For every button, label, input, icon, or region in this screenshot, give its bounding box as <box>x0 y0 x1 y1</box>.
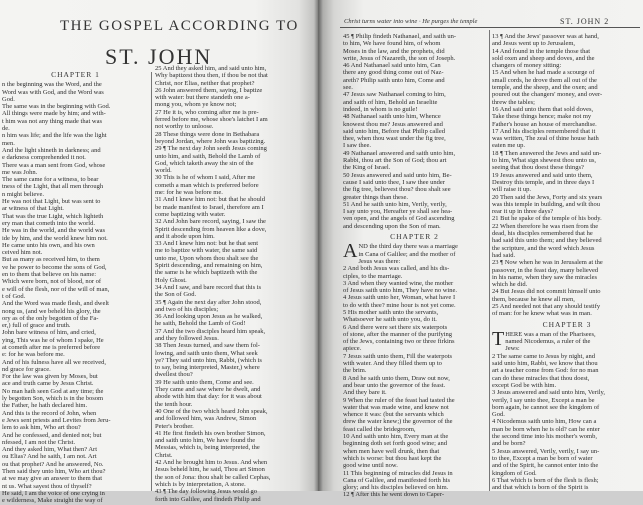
text-line: e will of the flesh, nor of the will of man, <box>2 285 110 293</box>
text-line: 5 His mother saith unto the servants, <box>343 308 439 316</box>
text-line: ly begotten Son, which is in the bosom <box>2 395 104 403</box>
text-line: 50 Jesus answered and said unto him, Be- <box>343 171 452 179</box>
text-line: nfessed, I am not the Christ. <box>2 438 76 446</box>
text-line: 20 Then said the Jews, Forty and six years <box>492 193 603 201</box>
text-line: can do these miracles that thou doest, <box>492 374 590 382</box>
text-line: mong you, whom ye know not; <box>155 101 237 109</box>
text-line: Why baptizest thou then, if thou be not that <box>155 72 268 80</box>
text-line: ciples, to the marriage. <box>343 272 403 280</box>
text-line: Spirit descending, and remaining on him, <box>155 262 263 270</box>
text-line: 36 And looking upon Jesus as he walked, <box>155 313 263 321</box>
text-line: not worthy to unloose. <box>155 123 214 131</box>
text-line: Take these things hence; make not my <box>492 113 592 121</box>
text-line: come baptizing with water. <box>155 210 226 218</box>
text-line: which is by interpretation, A stone. <box>155 480 246 488</box>
text-line: with water. And they filled them up to <box>343 360 442 368</box>
text-line: 45 ¶ Philip findeth Nathanael, and saith un- <box>343 33 457 40</box>
text-line: 30 This is he of whom I said, After me <box>155 174 256 182</box>
chapter-3-first-verse <box>492 327 642 353</box>
text-line: Cana of Galilee, and manifested forth his <box>343 476 451 484</box>
text-line: lowing, and saith unto them, What seek <box>155 349 258 357</box>
text-line: he saith, Behold the Lamb of God! <box>155 320 246 328</box>
text-line: John bare witness of him, and cried, <box>2 329 96 337</box>
gospel-title: THE GOSPEL ACCORDING TO <box>60 18 299 34</box>
text-line: Peter's brother. <box>155 422 194 430</box>
text-line: dwellest thou? <box>155 371 193 379</box>
text-line: with water: but there standeth one a- <box>155 94 250 102</box>
text-line: God. <box>2 95 15 103</box>
text-line: which is worse: but thou hast kept the <box>343 454 442 462</box>
text-line: 18 ¶ Then answered the Jews and said un- <box>492 149 602 157</box>
text-line: All things were made by him; and with- <box>2 110 106 118</box>
right-column-2-text <box>492 33 642 318</box>
text-line: ceived him not. <box>2 249 43 257</box>
text-line: He came unto his own, and his own <box>2 241 95 249</box>
text-line: t of God. <box>2 292 26 300</box>
text-line: water that was made wine, and knew not <box>343 403 449 411</box>
text-line: which he did. <box>492 281 528 289</box>
text-line: 33 And I knew him not: but he that sent <box>155 240 259 248</box>
left-column-1 <box>2 68 149 505</box>
text-line: e darkness comprehended it not. <box>2 154 86 162</box>
text-line: 2 The same came to Jesus by night, and <box>492 352 595 360</box>
text-line: 3 Jesus answered and said unto him, Verily, <box>492 389 606 397</box>
text-line: Word was with God, and the Word was <box>2 88 104 96</box>
running-head-right: ST. JOHN 2 <box>560 17 610 26</box>
text-line: at we may give an answer to them that <box>2 475 102 483</box>
text-line: beyond Jordan, where John was baptizing. <box>155 137 266 145</box>
text-line: 16 And said unto them that sold doves, <box>492 105 594 113</box>
text-line: n him was life; and the life was the light <box>2 132 107 140</box>
text-line: 43 ¶ The day following Jesus would go <box>155 488 257 496</box>
text-line: Holy Ghost. <box>155 276 187 284</box>
text-line: 49 Nathanael answered and saith unto him, <box>343 149 456 157</box>
chapter-3-heading: CHAPTER 3 <box>542 319 592 329</box>
text-line: 6 And there were set there six waterpots <box>343 323 448 331</box>
right-column-2 <box>492 33 642 491</box>
text-line: 34 And I saw, and bare record that this is <box>155 283 262 291</box>
text-line: ND the third day there was a marriage <box>358 243 458 251</box>
text-line: kingdom of God. <box>492 469 537 477</box>
text-line: to thee, Except a man be born of water <box>492 454 593 462</box>
text-line: ou that prophet? And he answered, No. <box>2 460 104 468</box>
text-line: 48 Nathanael saith unto him, Whence <box>343 113 441 121</box>
text-line: cause I said unto thee, I saw thee under <box>343 178 445 186</box>
text-line: He was in the world, and the world was <box>2 227 106 235</box>
text-line: unto him, and saith, Behold the Lamb of <box>155 152 261 160</box>
text-line: 38 Then Jesus turned, and saw them fol- <box>155 342 260 350</box>
text-line: said unto him, Rabbi, we know that thou <box>492 360 598 368</box>
text-line: of Jesus saith unto him, They have no wine. <box>343 287 457 295</box>
text-line: Which were born, not of blood, nor of <box>2 278 102 286</box>
text-line: the Father, he hath declared him. <box>2 402 88 410</box>
text-line: 4 Nicodemus saith unto him, How can a <box>492 418 597 426</box>
text-line: ide by him, and the world knew him not. <box>2 234 108 242</box>
text-line: whence it was: (but the servants which <box>343 411 444 419</box>
text-line: had said. <box>492 251 516 259</box>
text-line: when men have well drunk, then that <box>343 447 440 455</box>
text-line: Rabbi, thou art the Son of God; thou art <box>343 157 447 165</box>
text-line: men. <box>2 139 15 147</box>
text-line: the second time into his mother's womb, <box>492 433 597 441</box>
text-line: 12 ¶ After this he went down to Caper- <box>343 491 445 499</box>
text-line: And this is the record of John, when <box>2 409 97 417</box>
text-line: 32 And John bare record, saying, I saw the <box>155 218 266 226</box>
text-line: the tenth hour. <box>155 400 193 408</box>
text-line: I say unto you, Hereafter ye shall see hea- <box>343 208 453 216</box>
text-line: t him was not any thing made that was <box>2 117 103 125</box>
text-line: dead, his disciples remembered that he <box>492 230 593 238</box>
text-line: n might believe. <box>2 190 45 198</box>
text-line: and bear unto the governor of the feast. <box>343 381 446 389</box>
text-line: Jews: <box>505 345 520 353</box>
chapter-3-dropcap: T <box>492 327 505 350</box>
text-line: threw the tables; <box>492 98 535 106</box>
text-line: me: for he was before me. <box>155 189 223 197</box>
text-line: lem to ask him, Who art thou? <box>2 424 81 432</box>
text-line: at cometh after me is preferred before <box>2 343 101 351</box>
text-line: will raise it up. <box>492 186 531 194</box>
text-line: them, because he knew all men, <box>492 295 575 303</box>
text-line: Spirit descending from heaven like a dove, <box>155 225 267 233</box>
chapter-1-heading: CHAPTER 1 <box>51 70 100 79</box>
text-line: temple, and the sheep, and the oxen; and <box>492 84 598 92</box>
text-line: and saith of him, Behold an Israelite <box>343 98 438 106</box>
text-line: and of the Spirit, he cannot enter into the <box>492 462 599 470</box>
text-line: 24 But Jesus did not commit himself unto <box>492 288 601 296</box>
text-line: write, Jesus of Nazareth, the son of Joseph. <box>343 54 456 62</box>
text-line: sold oxen and sheep and doves, and the <box>492 54 595 62</box>
text-line: the brim. <box>343 367 367 375</box>
text-line: That was the true Light, which lighteth <box>2 212 104 220</box>
text-line: passover, in the feast day, many believed <box>492 266 599 274</box>
text-line: named Nicodemus, a ruler of the <box>505 338 591 346</box>
chapter-3-opening <box>492 327 642 353</box>
text-line: said unto him, Before that Philip called <box>343 127 445 135</box>
text-line: the scripture, and the word which Jesus <box>492 244 595 252</box>
text-line: to say, being interpreted, Master,) where <box>155 364 260 372</box>
text-line: seeing that thou doest these things? <box>492 164 584 172</box>
text-line: to him, We have found him, of whom <box>343 40 441 48</box>
text-line: small cords, he drove them all out of the <box>492 76 597 84</box>
text-line: ar witness of that Light. <box>2 205 64 213</box>
text-line: be made manifest to Israel, therefore am I <box>155 203 264 211</box>
book-title: ST. JOHN <box>105 44 213 69</box>
text-line: 9 When the ruler of the feast had tasted the <box>343 396 455 404</box>
right-column-2-text-bottom <box>492 353 642 492</box>
text-line: The same came for a witness, to bear <box>2 176 99 184</box>
text-line: and it abode upon him. <box>155 232 215 240</box>
text-line: greater things than these. <box>343 193 408 201</box>
text-line: Destroy this temple, and in three days I <box>492 178 595 186</box>
text-line: 7 Jesus saith unto them, Fill the waterpots <box>343 352 453 360</box>
text-line: verily, I say unto thee, Except a man be <box>492 396 595 404</box>
right-column-1 <box>343 33 486 499</box>
text-line: ace and truth came by Jesus Christ. <box>2 380 94 388</box>
text-line: had said this unto them; and they believed <box>492 237 602 245</box>
column-divider <box>489 30 490 491</box>
text-line: to do with thee? mine hour is not yet come. <box>343 301 456 309</box>
text-line: And they bare it. <box>343 389 387 397</box>
text-line: the Son of God. <box>155 291 197 299</box>
text-line: of stone, after the manner of the purifying <box>343 330 453 338</box>
left-column-2-text <box>155 65 313 503</box>
text-line: the same is he which baptizeth with the <box>155 269 258 277</box>
left-column-1-text <box>2 81 149 504</box>
text-line: and they followed Jesus. <box>155 334 219 342</box>
right-column-1-text-bottom <box>343 265 486 499</box>
text-line: to him, What sign shewest thou unto us, <box>492 157 597 165</box>
text-line: areth? Philip saith unto him, Come and <box>343 76 445 84</box>
text-line: de. <box>2 125 10 133</box>
text-line: and saith unto him, We have found the <box>155 437 256 445</box>
chapter-2-first-verse <box>343 240 486 265</box>
text-line: They came and saw where he dwelt, and <box>155 386 261 394</box>
text-line: 39 He saith unto them, Come and see. <box>155 378 254 386</box>
text-line: 3 And when they wanted wine, the mother <box>343 279 454 287</box>
text-line: Christ. <box>155 451 173 459</box>
text-line: and followed him, was Andrew, Simon <box>155 415 257 423</box>
text-line: poured out the changers' money, and over- <box>492 91 603 99</box>
text-line: ou Elias? And he saith, I am not. Art <box>2 453 97 461</box>
text-line: e wilderness, Make straight the way of <box>2 497 103 505</box>
text-line: 31 And I knew him not: but that he should <box>155 196 265 204</box>
text-line: 4 Jesus saith unto her, Woman, what have I <box>343 294 456 302</box>
text-line: unto me, Upon whom thou shalt see the <box>155 254 259 262</box>
text-line: 11 This beginning of miracles did Jesus in <box>343 469 453 477</box>
text-line: me was John. <box>2 168 38 176</box>
text-line: and two of his disciples; <box>155 305 219 313</box>
text-line: Christ, nor Elias, neither that prophet? <box>155 79 255 87</box>
text-line: the son of Jona: thou shalt be called Cephas, <box>155 473 271 481</box>
text-line: the King of Israel. <box>343 164 391 172</box>
text-line: 26 John answered them, saying, I baptize <box>155 86 263 94</box>
running-head-left: Christ turns water into wine · He purges the temple <box>344 18 478 25</box>
text-line: there any good thing come out of Naz- <box>343 69 444 77</box>
text-line: 40 One of the two which heard John speak, <box>155 407 268 415</box>
text-line: For the law was given by Moses, but <box>2 373 98 381</box>
text-line: 2 And both Jesus was called, and his dis- <box>343 265 450 273</box>
text-line: born again, he cannot see the kingdom of <box>492 403 600 411</box>
text-line: e Jews sent priests and Levites from Jeru- <box>2 416 111 424</box>
text-line: 17 And his disciples remembered that it <box>492 127 596 135</box>
text-line: ory as of the only begotten of the Fa- <box>2 314 99 322</box>
text-line: of man: for he knew what was in man. <box>492 310 592 318</box>
text-line: 51 And he saith unto him, Verily, verily, <box>343 200 447 208</box>
text-line: 19 Jesus answered and said unto them, <box>492 171 593 179</box>
text-line: And the Word was made flesh, and dwelt <box>2 300 109 308</box>
text-line: cometh a man which is preferred before <box>155 181 259 189</box>
text-line: ye? They said unto him, Rabbi, (which is <box>155 356 262 364</box>
text-line: ven open, and the angels of God ascending <box>343 215 455 223</box>
text-line: 6 That which is born of the flesh is flesh; <box>492 476 599 484</box>
text-line: 15 And when he had made a scourge of <box>492 69 595 77</box>
text-line: Messias, which is, being interpreted, the <box>155 444 260 452</box>
text-line: 23 ¶ Now when he was in Jerusalem at the <box>492 259 603 267</box>
text-line: But as many as received him, to them <box>2 256 100 264</box>
text-line: forth into Galilee, and findeth Philip and <box>155 495 261 503</box>
text-line: 47 Jesus saw Nathanael coming to him, <box>343 91 446 99</box>
text-line: beginning doth set forth good wine; and <box>343 440 447 448</box>
text-line: e: for he was before me. <box>2 351 65 359</box>
text-line: apiece. <box>343 345 362 353</box>
text-line: in his name, when they saw the miracles <box>492 273 598 281</box>
text-line: He said, I am the voice of one crying in <box>2 489 105 497</box>
text-line: 22 When therefore he was risen from the <box>492 222 599 230</box>
text-line: feast called the bridegroom, <box>343 425 416 433</box>
text-line: ve he power to become the sons of God, <box>2 263 107 271</box>
text-line: n the beginning was the Word, and the <box>2 81 102 89</box>
text-line: He was not that Light, but was sent to <box>2 198 101 206</box>
text-line: indeed, in whom is no guile! <box>343 105 418 113</box>
text-line: in Cana of Galilee; and the mother of <box>358 250 456 258</box>
text-line: There was a man sent from God, whose <box>2 161 106 169</box>
text-line: thee, when thou wast under the fig tree, <box>343 135 446 143</box>
text-line: 27 He it is, who coming after me is pre- <box>155 108 259 116</box>
text-line: drew the water knew;) the governor of the <box>343 418 453 426</box>
text-line: world. <box>155 167 172 175</box>
chapter-2-opening <box>343 240 486 265</box>
text-line: HERE was a man of the Pharisees, <box>505 330 596 338</box>
text-line: No man hath seen God at any time; the <box>2 387 104 395</box>
text-line: 8 And he saith unto them, Draw out now, <box>343 374 450 382</box>
left-column-2 <box>155 65 313 503</box>
text-line: And he confessed, and denied not; but <box>2 431 102 439</box>
text-line: en to them that believe on his name: <box>2 271 97 279</box>
text-line: nong us, (and we beheld his glory, the <box>2 307 101 315</box>
chapter-2-dropcap: A <box>343 240 358 263</box>
text-line: see. <box>343 84 353 92</box>
text-line: Father's house an house of merchandise. <box>492 120 597 128</box>
text-line: changers of money sitting: <box>492 62 562 70</box>
text-line: And of his fulness have all we received, <box>2 358 106 366</box>
text-line: And the light shineth in darkness; and <box>2 146 101 154</box>
text-line: Jesus was there: <box>358 257 401 265</box>
text-line: and descending upon the Son of man. <box>343 222 441 230</box>
chapter-2-heading: CHAPTER 2 <box>390 232 439 242</box>
text-line: and that which is born of the Spirit is <box>492 484 589 492</box>
text-line: er,) full of grace and truth. <box>2 322 71 330</box>
text-line: Moses in the law, and the prophets, did <box>343 47 445 55</box>
right-column-1-text <box>343 33 486 230</box>
text-line: 35 ¶ Again the next day after John stood, <box>155 298 262 306</box>
text-line: 42 And he brought him to Jesus. And when <box>155 459 268 467</box>
text-line: 21 But he spake of the temple of his body. <box>492 215 602 223</box>
text-line: The same was in the beginning with God. <box>2 103 111 111</box>
text-line: nd grace for grace. <box>2 365 51 373</box>
text-line: 25 And needed not that any should testify <box>492 302 601 310</box>
text-line: was written, The zeal of thine house hath <box>492 135 599 143</box>
text-line: knowest thou me? Jesus answered and <box>343 120 443 128</box>
text-line: of the Jews, containing two or three firkins <box>343 338 455 346</box>
text-line: 14 And found in the temple those that <box>492 47 591 55</box>
text-line: 10 And saith unto him, Every man at the <box>343 433 449 441</box>
text-line: And they asked him, What then? Art <box>2 446 98 454</box>
text-line: 25 And they asked him, and said unto him, <box>155 65 267 72</box>
text-line: eaten me up. <box>492 142 526 150</box>
header-rule <box>340 27 640 28</box>
text-line: 13 ¶ And the Jews' passover was at hand, <box>492 33 599 40</box>
text-line: except God be with him. <box>492 381 557 389</box>
text-line: 37 And the two disciples heard him speak, <box>155 327 266 335</box>
text-line: God, which taketh away the sin of the <box>155 159 254 167</box>
text-line: Whatsoever he saith unto you, do it. <box>343 316 437 324</box>
text-line: Jesus beheld him, he said, Thou art Simon <box>155 466 265 474</box>
text-line: man be born when he is old? can he enter <box>492 425 600 433</box>
text-line: 28 These things were done in Bethabara <box>155 130 260 138</box>
text-line: 5 Jesus answered, Verily, verily, I say un- <box>492 447 600 455</box>
text-line: God. <box>492 411 505 419</box>
text-line: ying, This was he of whom I spake, He <box>2 336 104 344</box>
text-line: and be born? <box>492 440 526 448</box>
text-line: was this temple in building, and wilt thou <box>492 200 600 208</box>
text-line: I saw thee. <box>343 142 371 150</box>
text-line: and Jesus went up to Jerusalem, <box>492 40 576 48</box>
text-line: good wine until now. <box>343 462 398 470</box>
text-line: nt us. What sayest thou of thyself? <box>2 482 92 490</box>
left-page <box>0 0 318 505</box>
text-line: art a teacher come from God: for no man <box>492 367 599 375</box>
text-line: me to baptize with water, the same said <box>155 247 258 255</box>
text-line: rear it up in three days? <box>492 208 554 216</box>
text-line: abode with him that day: for it was about <box>155 393 262 401</box>
text-line: Then said they unto him, Who art thou? <box>2 468 106 476</box>
text-line: ferred before me, whose shoe's latchet I am <box>155 116 268 124</box>
text-line: ery man that cometh into the world. <box>2 219 95 227</box>
text-line: 29 ¶ The next day John seeth Jesus coming <box>155 145 267 153</box>
text-line: 46 And Nathanael said unto him, Can <box>343 62 441 70</box>
text-line: glory; and his disciples believed on him. <box>343 484 449 492</box>
text-line: tness of the Light, that all men through <box>2 183 104 191</box>
book-gutter <box>314 0 323 491</box>
text-line: 41 He first findeth his own brother Simon, <box>155 429 266 437</box>
text-line: the fig tree, believest thou? thou shalt see <box>343 186 451 194</box>
column-divider <box>151 72 152 491</box>
